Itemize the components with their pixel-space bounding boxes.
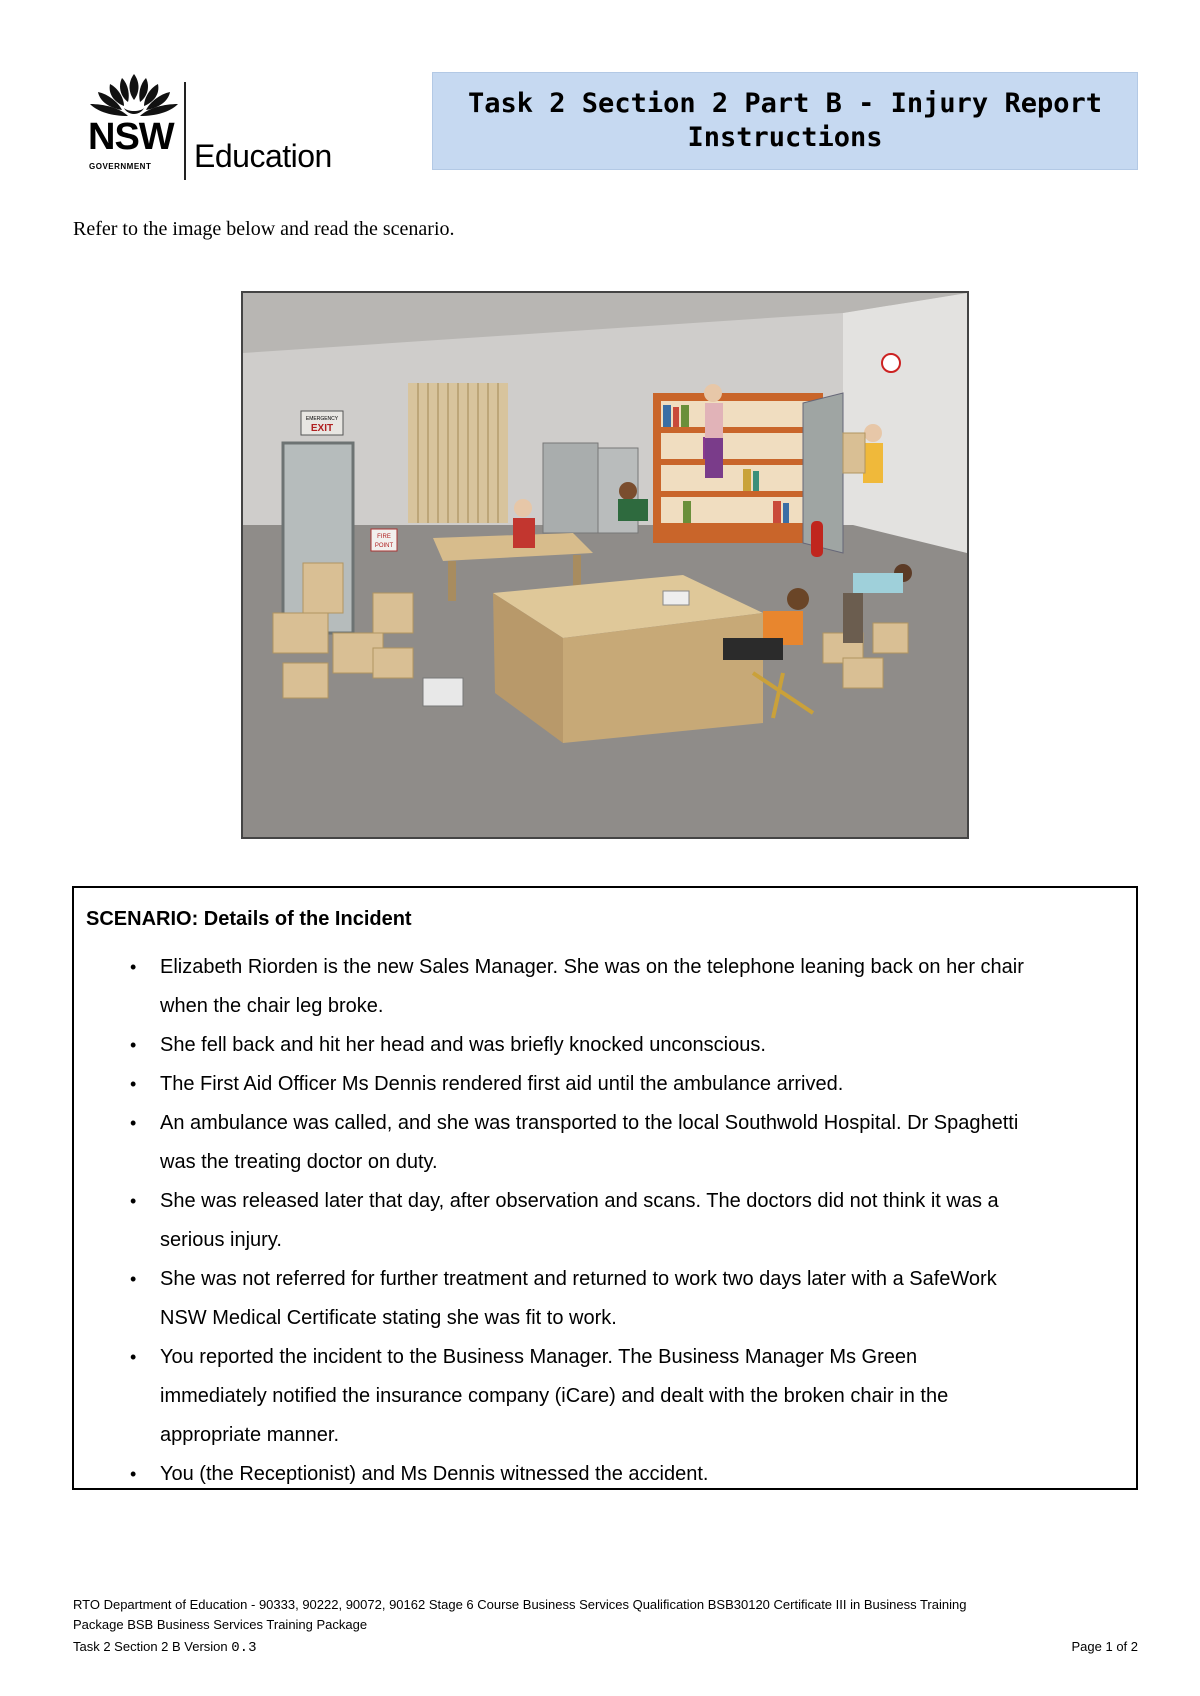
list-item-line: An ambulance was called, and she was transported to the local Southwold Hospital. Dr Spaghetti <box>160 1112 1019 1134</box>
list-item-line: appropriate manner. <box>160 1424 340 1446</box>
waratah-flower-icon <box>88 72 180 120</box>
document-title <box>432 72 1138 170</box>
list-item-line: She was released later that day, after observation and scans. The doctors did not think it was a <box>160 1190 999 1212</box>
list-item <box>86 1182 1126 1260</box>
nsw-education-logo <box>86 72 346 182</box>
page-number: Page 1 of 2 <box>1071 1639 1138 1654</box>
list-item-line: NSW Medical Certificate stating she was fit to work. <box>160 1307 617 1329</box>
list-item-line: serious injury. <box>160 1229 282 1251</box>
scenario-heading: SCENARIO: Details of the Incident <box>86 908 412 930</box>
bullet: • <box>130 1191 137 1211</box>
list-item-line: Elizabeth Riorden is the new Sales Manager. She was on the telephone leaning back on her chair <box>160 956 1024 978</box>
bullet: • <box>130 957 137 977</box>
title-line-2: Instructions <box>687 122 883 153</box>
list-item <box>86 1260 1126 1338</box>
list-item <box>86 948 1126 1026</box>
list-item-line: She was not referred for further treatment and returned to work two days later with a SafeWork <box>160 1268 997 1290</box>
logo-education-text: Education <box>194 138 332 174</box>
list-item <box>86 1065 1126 1104</box>
bullet: • <box>130 1269 137 1289</box>
list-item-line: She fell back and hit her head and was briefly knocked unconscious. <box>160 1034 766 1056</box>
list-item <box>86 1026 1126 1065</box>
floor-device <box>423 678 463 706</box>
logo-nsw-wordmark: NSW <box>88 116 174 158</box>
logo-government-text: GOVERNMENT <box>89 162 152 171</box>
footer-task-label: Task 2 Section 2 B Version <box>73 1639 232 1654</box>
exit-sign-top-text: EMERGENCY <box>305 416 339 422</box>
cardboard-box <box>273 613 328 653</box>
version-number: 0.3 <box>231 1640 257 1656</box>
bullet: • <box>130 1347 137 1367</box>
fire-sign-text-1: FIRE <box>377 534 391 540</box>
bullet: • <box>130 1464 137 1484</box>
bullet: • <box>130 1035 137 1055</box>
bullet: • <box>130 1113 137 1133</box>
title-line-1: Task 2 Section 2 Part B - Injury Report <box>468 88 1102 119</box>
scenario-list <box>86 948 1126 1494</box>
telephone-icon <box>663 591 689 605</box>
list-item-line: You reported the incident to the Business Manager. The Business Manager Ms Green <box>160 1346 918 1368</box>
no-smoking-sign-icon <box>882 354 900 372</box>
footer-line-2: Package BSB Business Services Training Package <box>73 1617 368 1632</box>
list-item <box>86 1455 1126 1494</box>
logo-divider <box>184 82 186 180</box>
footer-line-1: RTO Department of Education - 90333, 90222, 90072, 90162 Stage 6 Course Business Services Qualification BSB30120 Certificate III in Business Training <box>73 1597 967 1612</box>
filing-cabinet <box>543 443 598 533</box>
list-item-line: when the chair leg broke. <box>160 995 384 1017</box>
footer-line-3 <box>73 1639 256 1656</box>
list-item <box>86 1104 1126 1182</box>
fire-sign-text-2: POINT <box>374 543 394 549</box>
exit-sign-text: EXIT <box>310 423 334 434</box>
bullet: • <box>130 1074 137 1094</box>
intro-text: Refer to the image below and read the scenario. <box>73 218 455 240</box>
person-at-bookshelf <box>704 384 723 478</box>
person-at-back-desk <box>513 499 535 548</box>
list-item-line: The First Aid Officer Ms Dennis rendered first aid until the ambulance arrived. <box>160 1073 844 1095</box>
list-item-line: was the treating doctor on duty. <box>160 1151 438 1173</box>
list-item <box>86 1338 1126 1455</box>
list-item-line: immediately notified the insurance company (iCare) and dealt with the broken chair in the <box>160 1385 949 1407</box>
office-scene-illustration <box>241 291 969 839</box>
fire-extinguisher-icon <box>811 521 823 557</box>
scenario-box <box>72 886 1138 1490</box>
list-item-line: You (the Receptionist) and Ms Dennis witnessed the accident. <box>160 1463 709 1485</box>
